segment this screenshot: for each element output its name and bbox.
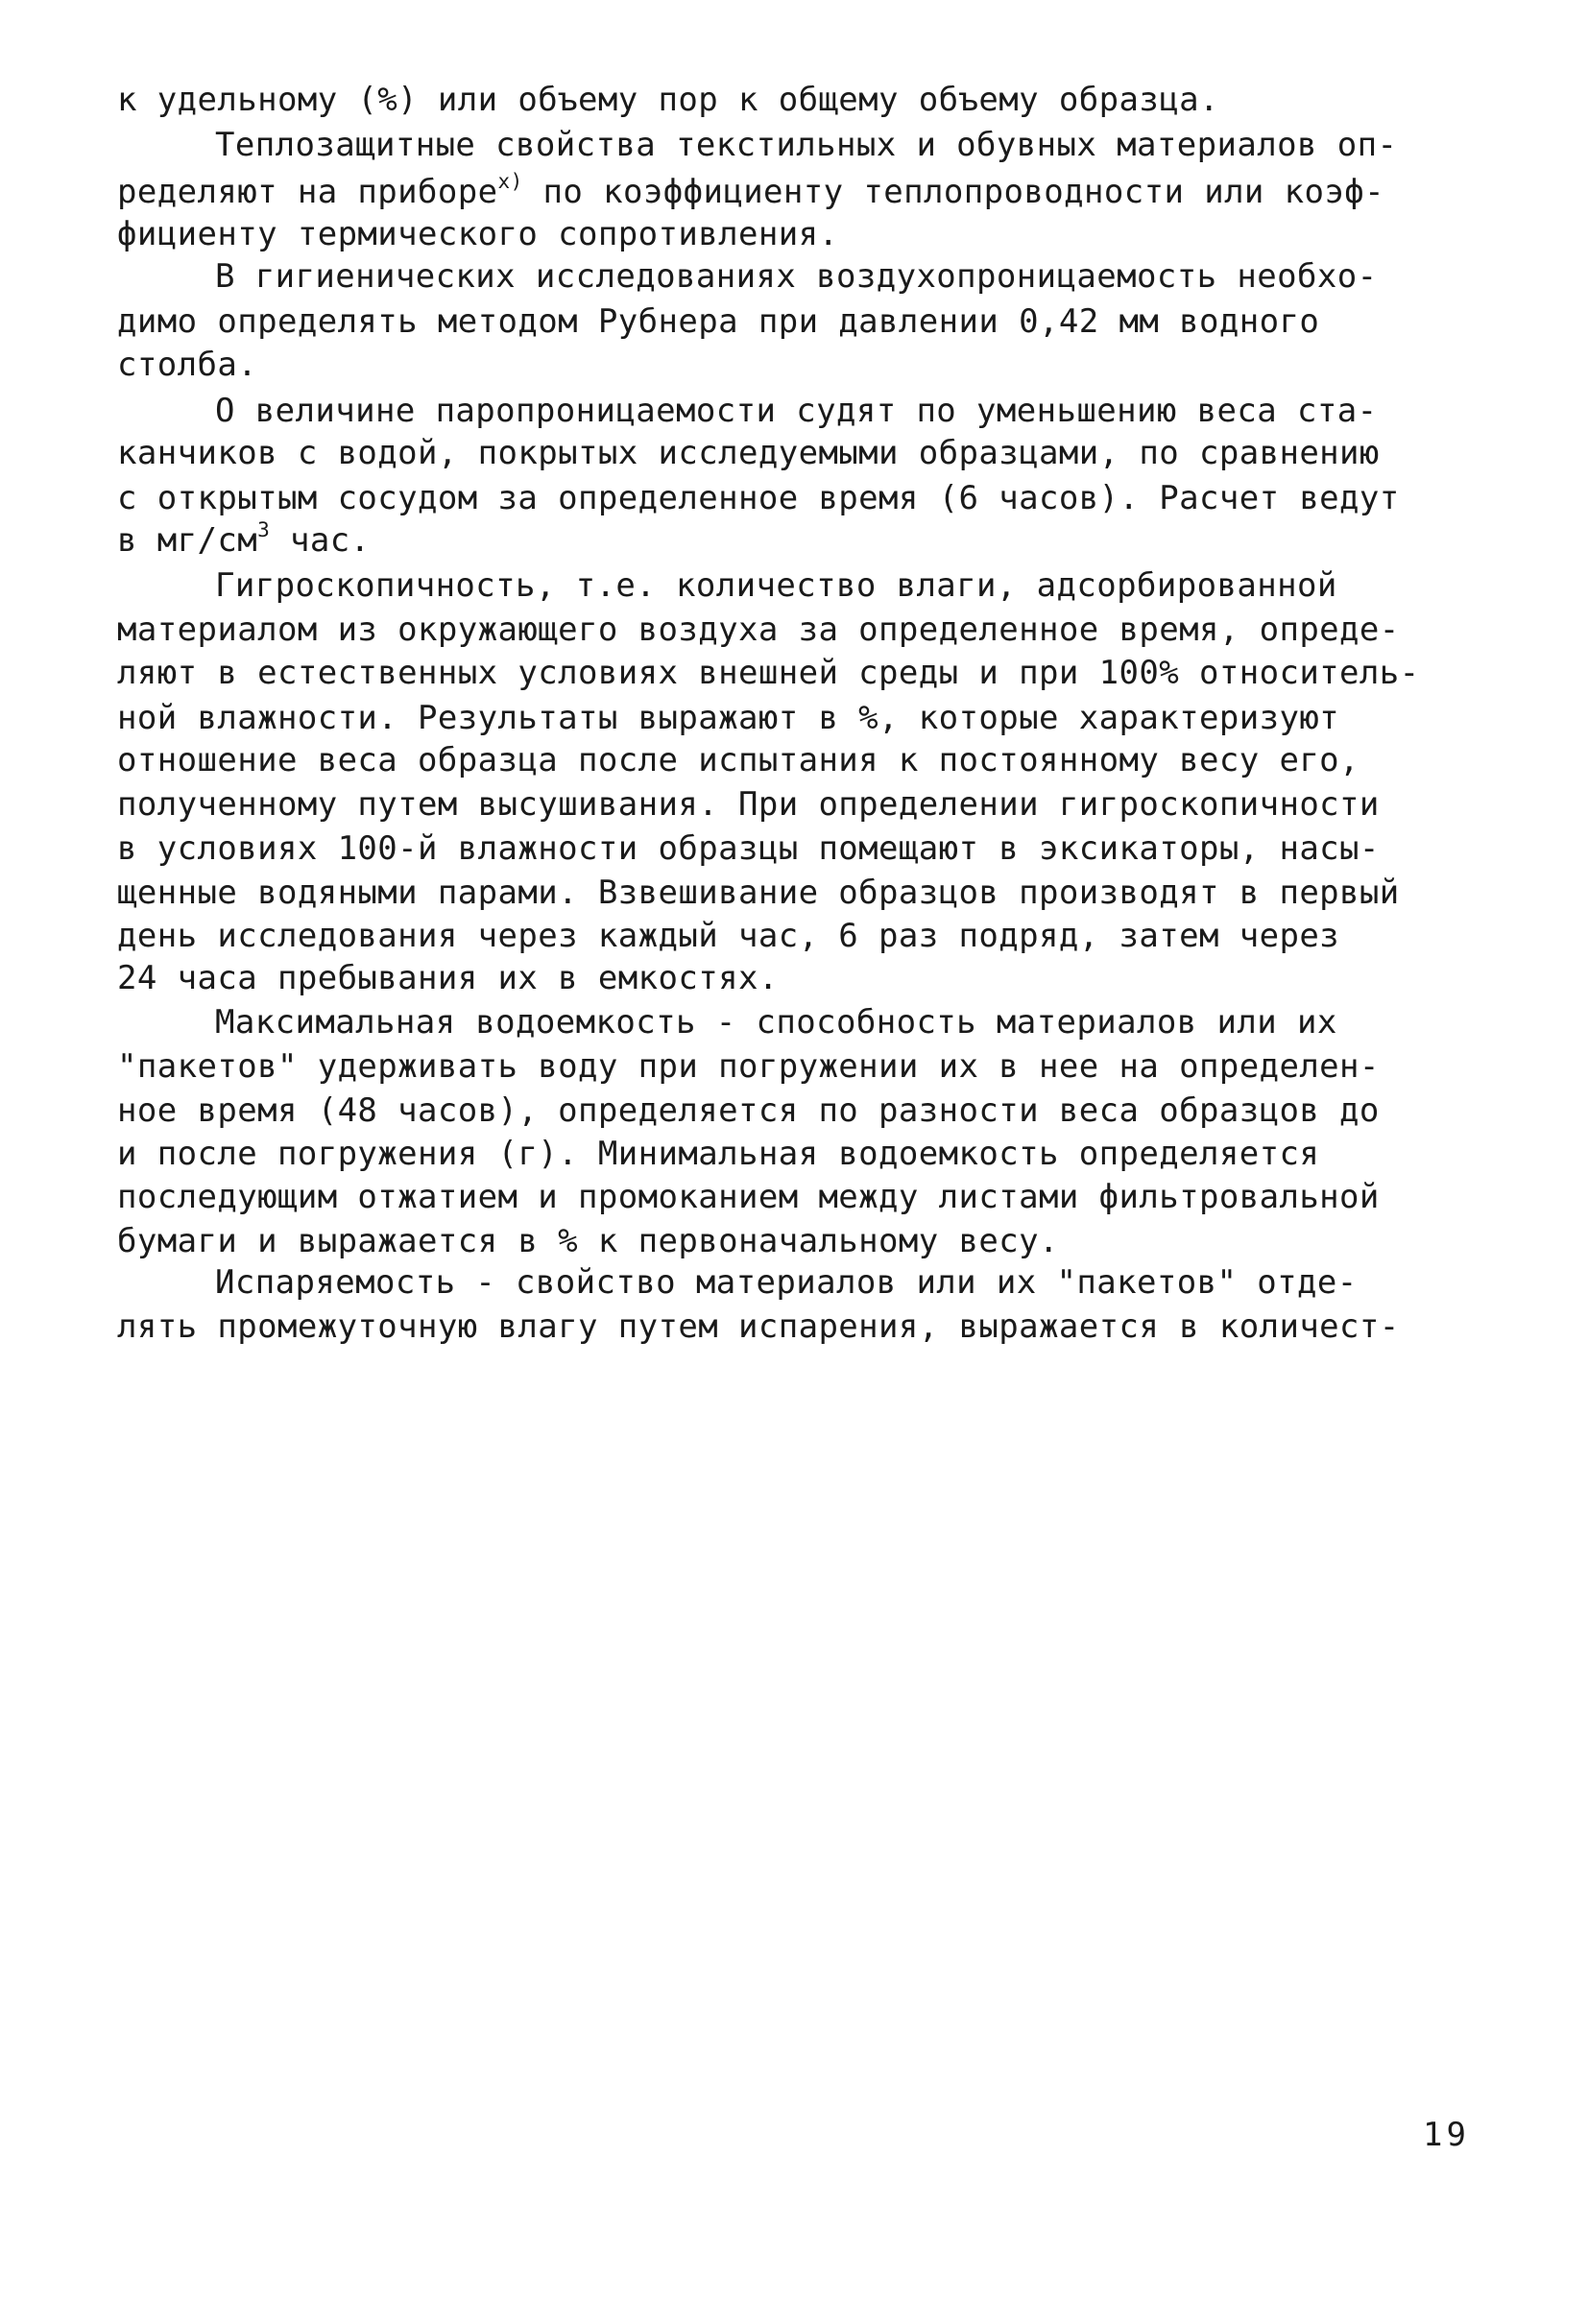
text-line: материалом из окружающего воздуха за определенное время, опреде- <box>117 611 1400 649</box>
text-line: В гигиенических исследованиях воздухопроницаемость необхо- <box>215 257 1378 296</box>
text-line: щенные водяными парами. Взвешивание образцов производят в первый <box>117 874 1400 912</box>
text-line: ляют в естественных условиях внешней среды и при 100% относитель- <box>117 654 1420 692</box>
text-line: "пакетов" удерживать воду при погружении их в нее на определен- <box>117 1047 1380 1086</box>
text-line: бумаги и выражается в % к первоначальному весу. <box>117 1222 1059 1260</box>
text-line: ной влажности. Результаты выражают в %, которые характеризуют <box>117 699 1340 737</box>
text-line: Теплозащитные свойства текстильных и обувных материалов оп- <box>215 126 1398 164</box>
text-line: фициенту термического сопротивления. <box>117 215 839 253</box>
page-number: 19 <box>1423 2116 1470 2154</box>
text-line-with-footnote <box>117 170 1385 211</box>
text-line: канчиков с водой, покрытых исследуемыми образцами, по сравнению <box>117 434 1380 472</box>
text-line: Испаряемость - свойство материалов или их "пакетов" отде- <box>215 1263 1358 1302</box>
text-line: последующим отжатием и промоканием между листами фильтровальной <box>117 1178 1380 1216</box>
text-line: Гигроскопичность, т.е. количество влаги, адсорбированной <box>215 566 1337 605</box>
text-line: полученному путем высушивания. При определении гигроскопичности <box>117 785 1380 824</box>
text-line: отношение веса образца после испытания к постоянному весу его, <box>117 741 1359 779</box>
text-line: 24 часа пребывания их в емкостях. <box>117 959 779 997</box>
text-line: лять промежуточную влагу путем испарения, выражается в количест- <box>117 1307 1400 1346</box>
footnote-marker: х) <box>497 170 523 193</box>
text-line: в условиях 100-й влажности образцы помещают в эксикаторы, насы- <box>117 829 1380 868</box>
text-line: ное время (48 часов), определяется по разности веса образцов до <box>117 1091 1380 1130</box>
text-segment: по коэффициенту теплопроводности или коэф- <box>522 173 1385 211</box>
text-segment: час. <box>270 521 371 560</box>
text-segment: ределяют на приборе <box>117 173 498 211</box>
text-line: и после погружения (г). Минимальная водоемкость определяется <box>117 1135 1320 1173</box>
text-line-with-superscript <box>117 518 371 560</box>
text-line: димо определять методом Рубнера при давлении 0,42 мм водного <box>117 302 1320 341</box>
text-line: с открытым сосудом за определенное время (6 часов). Расчет ведут <box>117 479 1400 517</box>
text-segment: в мг/см <box>117 521 258 560</box>
superscript: 3 <box>257 518 271 541</box>
text-line: О величине паропроницаемости судят по уменьшению веса ста- <box>215 392 1378 430</box>
text-line: к удельному (%) или объему пор к общему объему образца. <box>117 81 1219 119</box>
text-line: день исследования через каждый час, 6 раз подряд, затем через <box>117 917 1340 955</box>
text-line: Максимальная водоемкость - способность материалов или их <box>215 1003 1337 1042</box>
text-line: столба. <box>117 346 258 384</box>
